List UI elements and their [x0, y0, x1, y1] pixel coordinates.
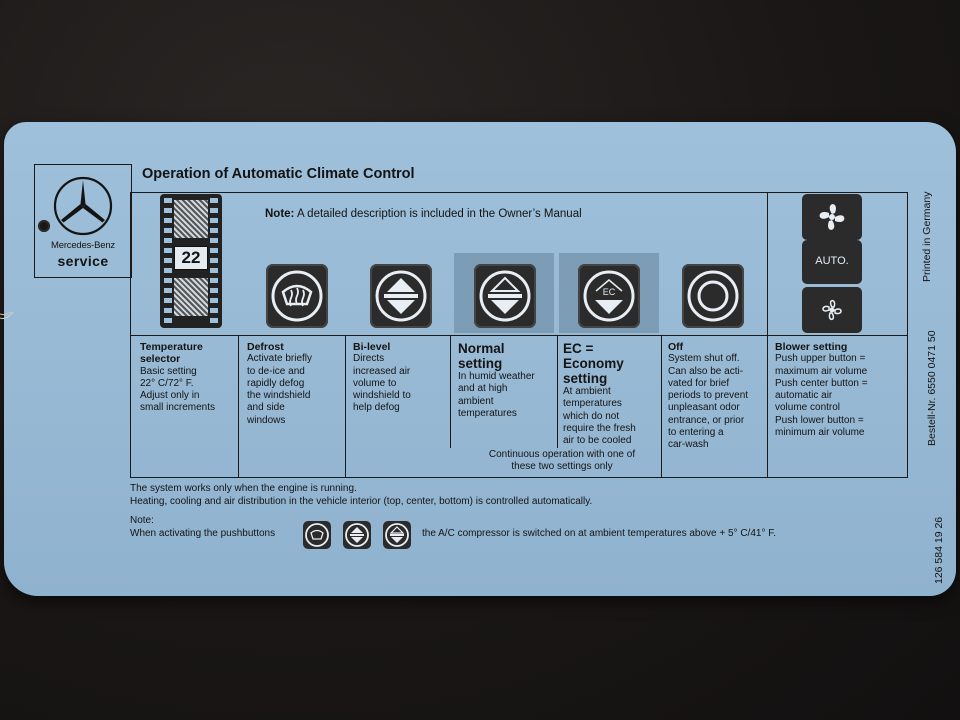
auto-button[interactable] — [802, 240, 862, 284]
defrost-line: Activate briefly — [247, 353, 313, 365]
blower-column — [775, 341, 905, 439]
fan-high-icon[interactable] — [802, 194, 862, 240]
ec-line: temperatures — [563, 398, 622, 410]
col-divider — [450, 335, 451, 448]
temp-line: Basic setting — [140, 365, 197, 377]
temp-heading-1: Temperature — [140, 341, 203, 353]
ec-line: require the fresh — [563, 422, 636, 434]
normal-line: In humid weather — [458, 371, 535, 382]
blower-line: Push upper button = — [775, 353, 866, 365]
bilevel-heading: Bi-level — [353, 341, 391, 353]
defrost-icon — [303, 521, 331, 549]
brand-name: Mercedes-Benz — [51, 240, 115, 251]
col-divider — [767, 192, 768, 478]
note-text: A detailed description is included in the Owner’s Manual — [296, 208, 582, 220]
bilevel-line: increased air — [353, 365, 411, 377]
col-divider — [238, 335, 239, 478]
printed-in-germany: Printed in Germany — [921, 191, 933, 282]
off-line: Can also be acti- — [668, 365, 744, 377]
normal-setting-icon — [383, 521, 411, 549]
blower-line: maximum air volume — [775, 365, 868, 377]
card-title: Operation of Automatic Climate Control — [142, 166, 415, 182]
defrost-icon[interactable] — [266, 264, 328, 328]
temperature-column — [140, 341, 236, 415]
order-number: Bestell-Nr. 6550 0471 50 — [926, 330, 938, 446]
temp-line: small increments — [140, 402, 216, 414]
normal-heading-1: Normal — [458, 341, 505, 356]
continuous-note — [462, 449, 662, 473]
auto-label: AUTO. — [815, 255, 849, 267]
blower-line: volume control — [775, 402, 841, 414]
off-line: System shut off. — [668, 353, 740, 365]
tag-string — [0, 312, 48, 352]
defrost-line: and side — [247, 402, 285, 414]
temperature-display: 22 — [174, 246, 208, 270]
off-heading: Off — [668, 341, 684, 353]
off-icon[interactable] — [682, 264, 744, 328]
footer-note-label: Note: — [130, 515, 154, 526]
defrost-line: the windshield — [247, 390, 311, 402]
ec-line: which do not — [563, 410, 620, 422]
blower-line: automatic air — [775, 390, 833, 402]
normal-line: ambient — [458, 395, 494, 407]
normal-line: and at high — [458, 383, 508, 395]
footer-line-2: Heating, cooling and air distribution in the vehicle interior (top, center, bottom) is controlled automatically. — [130, 496, 593, 507]
off-line: unpleasant odor — [668, 402, 740, 414]
normal-column — [458, 341, 556, 420]
service-label: service — [57, 253, 109, 269]
temp-heading-2: selector — [140, 353, 181, 366]
blower-line: Push center button = — [775, 377, 868, 389]
continuous-line-1: Continuous operation with one of — [488, 449, 636, 460]
col-divider — [557, 335, 558, 448]
off-line: vated for brief — [668, 377, 730, 389]
table-divider — [130, 335, 908, 336]
defrost-heading: Defrost — [247, 341, 284, 353]
blower-line: Push lower button = — [775, 414, 864, 426]
bi-level-icon[interactable] — [370, 264, 432, 328]
ec-column — [563, 341, 659, 447]
defrost-line: windows — [247, 414, 286, 426]
bilevel-line: volume to — [353, 377, 397, 389]
col-divider — [345, 335, 346, 478]
footer-line-1: The system works only when the engine is running. — [130, 483, 357, 494]
temp-line: Adjust only in — [140, 390, 200, 402]
defrost-column — [247, 341, 343, 427]
blower-line: minimum air volume — [775, 427, 865, 439]
normal-line: temperatures — [458, 407, 517, 419]
footer-line-3b: the A/C compressor is switched on at ambient temperatures above + 5° C/41° F. — [422, 528, 777, 539]
ec-heading-2: Economy — [563, 356, 624, 371]
bilevel-line: help defog — [353, 402, 400, 414]
bilevel-line: Directs — [353, 353, 385, 365]
footer-line-3a: When activating the pushbuttons — [130, 528, 276, 539]
part-code: 126 584 19 26 — [933, 516, 945, 584]
off-line: to entering a — [668, 427, 724, 439]
bilevel-line: windshield to — [353, 390, 411, 402]
temp-line: 22° C/72° F. — [140, 377, 194, 389]
normal-setting-icon[interactable] — [474, 264, 536, 328]
note-line — [265, 208, 582, 220]
defrost-line: rapidly defog — [247, 377, 305, 389]
defrost-line: to de-ice and — [247, 365, 305, 377]
off-line: periods to prevent — [668, 390, 749, 402]
off-line: entrance, or prior — [668, 414, 745, 426]
ec-heading-3: setting — [563, 371, 608, 386]
note-label: Note: — [265, 208, 295, 220]
bi-level-icon — [343, 521, 371, 549]
off-line: car-wash — [668, 439, 709, 451]
temperature-wheel-icon[interactable] — [160, 194, 222, 328]
ec-heading-1: EC = — [563, 341, 594, 356]
continuous-line-2: these two settings only — [511, 461, 613, 472]
normal-heading-2: setting — [458, 356, 503, 371]
ec-line: At ambient — [563, 386, 611, 397]
ec-line: air to be cooled — [563, 435, 632, 447]
bilevel-column — [353, 341, 449, 415]
mercedes-star-icon — [52, 175, 114, 237]
blower-heading: Blower setting — [775, 341, 848, 353]
economy-icon[interactable] — [578, 264, 640, 328]
ec-label: EC — [602, 287, 616, 297]
off-column — [668, 341, 766, 452]
fan-low-icon[interactable] — [802, 287, 862, 333]
